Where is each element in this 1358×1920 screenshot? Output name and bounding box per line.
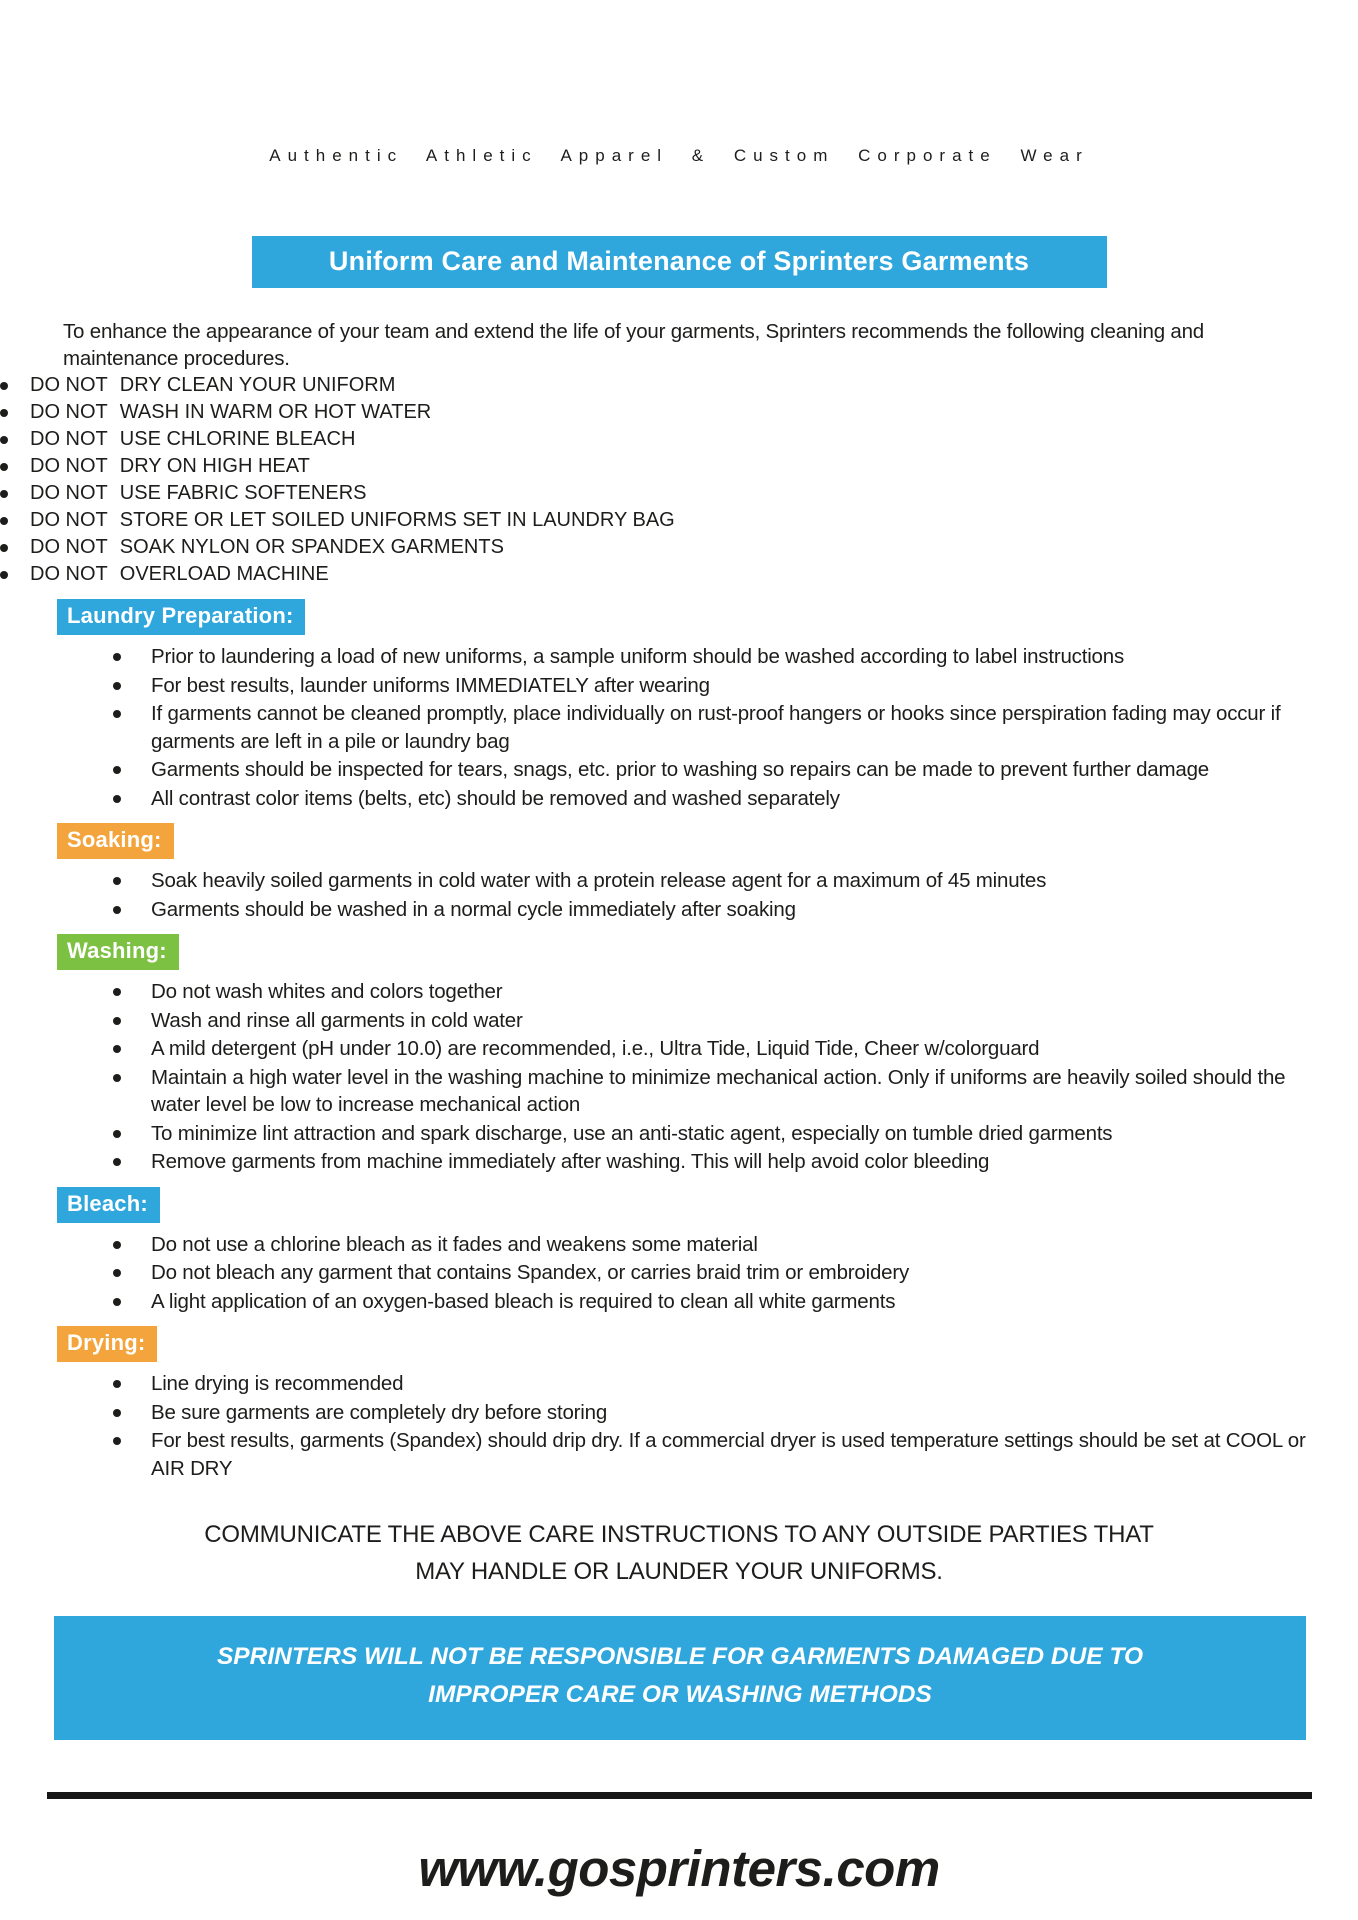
do-not-prefix: DO NOT xyxy=(30,374,108,396)
brand-tagline: Authentic Athletic Apparel & Custom Corporate Wear xyxy=(269,146,1089,165)
do-not-item xyxy=(0,480,1358,507)
bullet-icon xyxy=(113,877,121,885)
care-section xyxy=(0,1187,1358,1316)
bullet-icon xyxy=(113,710,121,718)
bullet-icon xyxy=(113,906,121,914)
bullet-icon xyxy=(113,653,121,661)
care-item-text: Be sure garments are completely dry before storing xyxy=(151,1400,608,1424)
care-item-text: A mild detergent (pH under 10.0) are recommended, i.e., Ultra Tide, Liquid Tide, Cheer w/colorguard xyxy=(151,1037,1040,1060)
care-section xyxy=(0,934,1358,1176)
page-title: Uniform Care and Maintenance of Sprinters Garments xyxy=(252,236,1107,288)
care-item-text: Wash and rinse all garments in cold water xyxy=(151,1008,523,1032)
care-item-text: Remove garments from machine immediately after washing. This will help avoid color bleeding xyxy=(151,1150,990,1173)
bullet-icon xyxy=(113,1409,121,1417)
do-not-prefix: DO NOT xyxy=(30,509,108,531)
bullet-icon xyxy=(0,382,8,390)
bullet-icon xyxy=(113,766,121,774)
care-item-text: Maintain a high water level in the washing machine to minimize mechanical action. Only if uniforms are heavily soiled should the water level be low to increase mechanical action xyxy=(151,1065,1286,1116)
section-header: Laundry Preparation: xyxy=(57,599,305,635)
intro-paragraph: To enhance the appearance of your team and extend the life of your garments, Sprinters recommends the following cleaning and maintenance procedures. xyxy=(63,320,1204,370)
bullet-icon xyxy=(0,463,8,471)
do-not-text: STORE OR LET SOILED UNIFORMS SET IN LAUNDRY BAG xyxy=(119,509,675,531)
section-item-list xyxy=(113,978,1318,1176)
do-not-item xyxy=(0,372,1358,399)
bullet-icon xyxy=(0,490,8,498)
care-item-text: All contrast color items (belts, etc) should be removed and washed separately xyxy=(151,786,840,810)
care-item-text: Prior to laundering a load of new uniforms, a sample uniform should be washed according to label instructions xyxy=(151,645,1125,668)
do-not-text: DRY ON HIGH HEAT xyxy=(119,455,310,477)
care-item-text: To minimize lint attraction and spark discharge, use an anti-static agent, especially on tumble dried garments xyxy=(151,1121,1113,1145)
care-item-text: Do not bleach any garment that contains Spandex, or carries braid trim or embroidery xyxy=(151,1261,910,1284)
communicate-notice xyxy=(0,1516,1358,1590)
do-not-item xyxy=(0,453,1358,480)
disclaimer-line: IMPROPER CARE OR WASHING METHODS xyxy=(428,1681,932,1708)
do-not-text: DRY CLEAN YOUR UNIFORM xyxy=(119,374,396,396)
bullet-icon xyxy=(113,682,121,690)
care-item xyxy=(113,1120,1318,1148)
bullet-icon xyxy=(113,1074,121,1082)
do-not-text: OVERLOAD MACHINE xyxy=(119,563,329,585)
communicate-line: MAY HANDLE OR LAUNDER YOUR UNIFORMS. xyxy=(415,1558,943,1585)
care-item-text: For best results, launder uniforms IMMEDIATELY after wearing xyxy=(151,673,710,697)
care-section xyxy=(0,1326,1358,1482)
section-item-list xyxy=(113,643,1318,812)
bullet-icon xyxy=(113,1045,121,1053)
care-item-text: Garments should be washed in a normal cycle immediately after soaking xyxy=(151,897,796,921)
do-not-item xyxy=(0,426,1358,453)
do-not-text: USE FABRIC SOFTENERS xyxy=(119,482,367,504)
bullet-icon xyxy=(0,571,8,579)
section-header: Washing: xyxy=(57,934,179,970)
do-not-text: USE CHLORINE BLEACH xyxy=(119,428,356,450)
care-item xyxy=(113,867,1318,895)
care-item-text: Line drying is recommended xyxy=(151,1372,404,1395)
section-header: Soaking: xyxy=(57,823,174,859)
bullet-icon xyxy=(113,1437,121,1445)
bullet-icon xyxy=(113,1017,121,1025)
bullet-icon xyxy=(0,517,8,525)
section-item-list xyxy=(113,867,1318,923)
care-item xyxy=(113,700,1318,755)
care-item xyxy=(113,756,1318,784)
do-not-text: WASH IN WARM OR HOT WATER xyxy=(119,401,432,423)
do-not-text: SOAK NYLON OR SPANDEX GARMENTS xyxy=(119,536,504,558)
bullet-icon xyxy=(113,988,121,996)
care-item-text: For best results, garments (Spandex) should drip dry. If a commercial dryer is used temperature settings should be set at COOL or AIR DRY xyxy=(151,1429,1306,1480)
section-header: Drying: xyxy=(57,1326,157,1362)
care-item xyxy=(113,1427,1318,1482)
care-item-text: Do not wash whites and colors together xyxy=(151,980,503,1003)
care-section xyxy=(0,823,1358,923)
section-item-list xyxy=(113,1370,1318,1482)
bullet-icon xyxy=(113,1130,121,1138)
footer-divider xyxy=(47,1792,1312,1799)
section-item-list xyxy=(113,1231,1318,1316)
do-not-prefix: DO NOT xyxy=(30,401,108,423)
care-item xyxy=(113,1231,1318,1259)
disclaimer-banner xyxy=(54,1616,1306,1740)
do-not-item xyxy=(0,399,1358,426)
care-item xyxy=(113,896,1318,924)
do-not-prefix: DO NOT xyxy=(30,428,108,450)
care-section xyxy=(0,599,1358,812)
care-item xyxy=(113,1370,1318,1398)
care-item xyxy=(113,672,1318,700)
disclaimer-line: SPRINTERS WILL NOT BE RESPONSIBLE FOR GARMENTS DAMAGED DUE TO xyxy=(216,1643,1144,1670)
care-item-text: If garments cannot be cleaned promptly, place individually on rust-proof hangers or hooks since perspiration fading may occur if garments are left in a pile or laundry bag xyxy=(151,702,1281,753)
care-item xyxy=(113,1007,1318,1035)
care-sections xyxy=(0,599,1358,1482)
care-item xyxy=(113,1035,1318,1063)
care-item xyxy=(113,1148,1318,1176)
do-not-prefix: DO NOT xyxy=(30,482,108,504)
bullet-icon xyxy=(113,1298,121,1306)
care-item xyxy=(113,1064,1318,1119)
care-item-text: A light application of an oxygen-based bleach is required to clean all white garments xyxy=(151,1289,896,1313)
bullet-icon xyxy=(113,795,121,803)
bullet-icon xyxy=(0,436,8,444)
do-not-item xyxy=(0,561,1358,588)
website-url: www.gosprinters.com xyxy=(418,1840,940,1897)
bullet-icon xyxy=(113,1158,121,1166)
do-not-list xyxy=(0,372,1358,588)
do-not-item xyxy=(0,534,1358,561)
care-item xyxy=(113,1259,1318,1287)
care-item-text: Garments should be inspected for tears, snags, etc. prior to washing so repairs can be made to prevent further damage xyxy=(151,758,1209,781)
care-item-text: Soak heavily soiled garments in cold water with a protein release agent for a maximum of 45 minutes xyxy=(151,869,1047,892)
care-item xyxy=(113,978,1318,1006)
do-not-prefix: DO NOT xyxy=(30,563,108,585)
bullet-icon xyxy=(113,1380,121,1388)
care-item-text: Do not use a chlorine bleach as it fades and weakens some material xyxy=(151,1232,758,1256)
care-item xyxy=(113,1399,1318,1427)
section-header: Bleach: xyxy=(57,1187,160,1223)
do-not-prefix: DO NOT xyxy=(30,536,108,558)
bullet-icon xyxy=(0,409,8,417)
do-not-prefix: DO NOT xyxy=(30,455,108,477)
bullet-icon xyxy=(113,1269,121,1277)
care-item xyxy=(113,1288,1318,1316)
care-item xyxy=(113,785,1318,813)
care-item xyxy=(113,643,1318,671)
bullet-icon xyxy=(0,544,8,552)
bullet-icon xyxy=(113,1241,121,1249)
communicate-line: COMMUNICATE THE ABOVE CARE INSTRUCTIONS TO ANY OUTSIDE PARTIES THAT xyxy=(204,1521,1154,1548)
do-not-item xyxy=(0,507,1358,534)
